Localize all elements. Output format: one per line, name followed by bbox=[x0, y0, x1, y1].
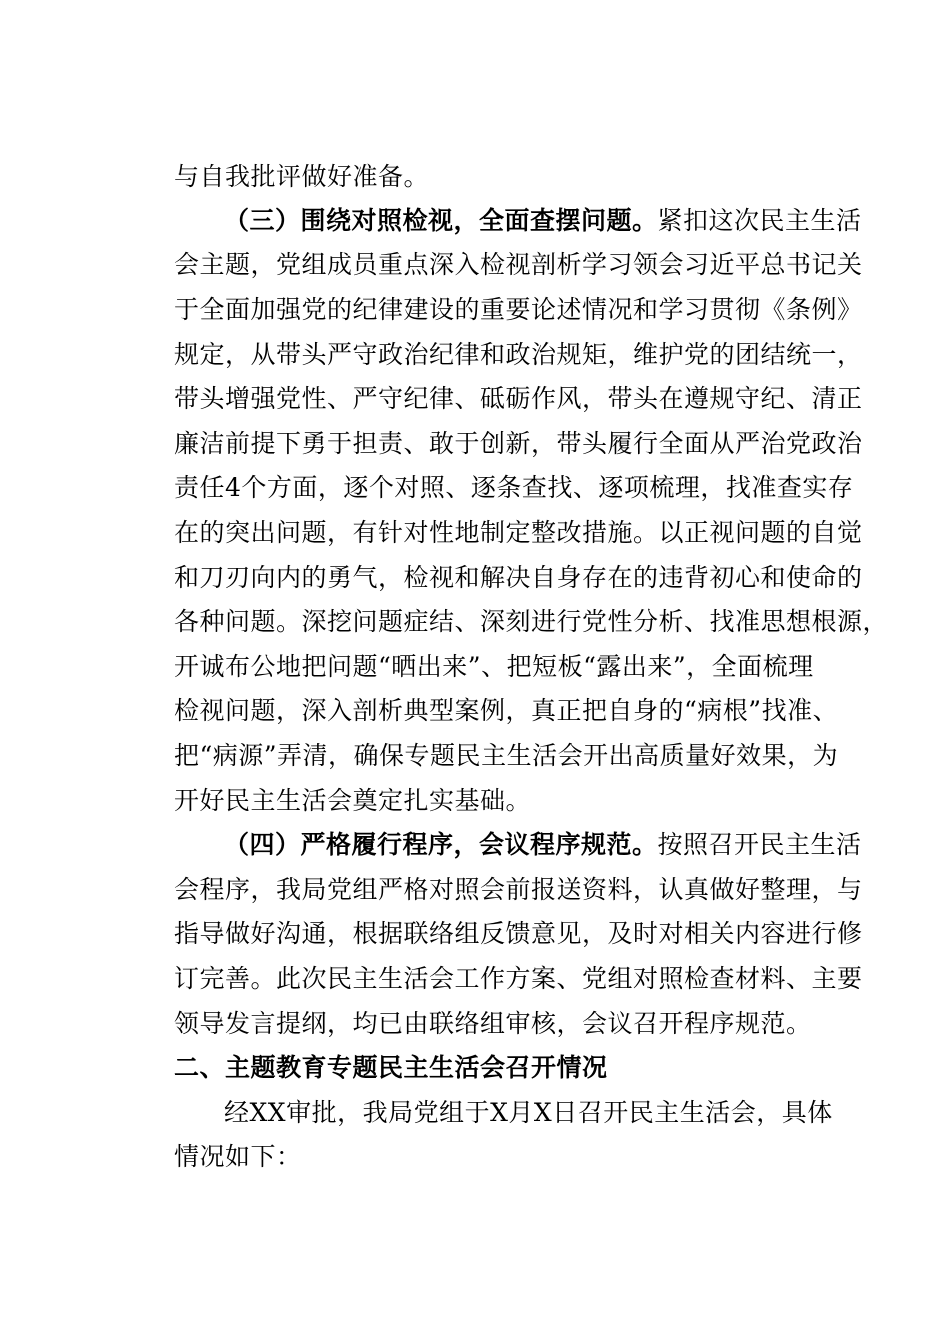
paragraph-line: 情况如下： bbox=[174, 1142, 302, 1171]
paragraph-text: 紧扣这次民主生活 bbox=[657, 206, 862, 235]
paragraph-line: 开好民主生活会奠定扎实基础。 bbox=[174, 786, 532, 815]
section-heading-2: 二、主题教育专题民主生活会召开情况 bbox=[174, 1053, 608, 1082]
paragraph-line: 在的突出问题，有针对性地制定整改措施。以正视问题的自觉 bbox=[174, 518, 863, 547]
section-heading-4: （四）严格履行程序，会议程序规范。 bbox=[224, 830, 658, 859]
paragraph-line: 会主题，党组成员重点深入检视剖析学习领会习近平总书记关 bbox=[174, 250, 863, 279]
paragraph-line: 领导发言提纲，均已由联络组审核，会议召开程序规范。 bbox=[174, 1009, 812, 1038]
paragraph-line: 规定，从带头严守政治纪律和政治规矩，维护党的团结统一， bbox=[174, 340, 863, 369]
paragraph-line: 带头增强党性、严守纪律、砥砺作风，带头在遵规守纪、清正 bbox=[174, 384, 863, 413]
paragraph-line: 各种问题。深挖问题症结、深刻进行党性分析、找准思想根源， bbox=[174, 607, 889, 636]
paragraph-line: 责任4个方面，逐个对照、逐条查找、逐项梳理，找准查实存 bbox=[174, 473, 854, 502]
paragraph-line: 廉洁前提下勇于担责、敢于创新，带头履行全面从严治党政治 bbox=[174, 429, 863, 458]
paragraph-line: 检视问题，深入剖析典型案例，真正把自身的“病根”找准、 bbox=[174, 696, 839, 725]
paragraph-line: 开诚布公地把问题“晒出来”、把短板“露出来”，全面梳理 bbox=[174, 652, 814, 681]
section-heading-3: （三）围绕对照检视，全面查摆问题。 bbox=[224, 206, 658, 235]
paragraph-line: 于全面加强党的纪律建设的重要论述情况和学习贯彻《条例》 bbox=[174, 295, 863, 324]
paragraph-line: 与自我批评做好准备。 bbox=[174, 162, 430, 191]
paragraph-first-line bbox=[224, 204, 862, 238]
paragraph-line: 和刀刃向内的勇气，检视和解决自身存在的违背初心和使命的 bbox=[174, 563, 863, 592]
paragraph-line: 订完善。此次民主生活会工作方案、党组对照检查材料、主要 bbox=[174, 964, 863, 993]
paragraph-first-line bbox=[224, 828, 862, 862]
paragraph-line: 把“病源”弄清，确保专题民主生活会开出高质量好效果，为 bbox=[174, 741, 839, 770]
paragraph-first-line: 经XX审批，我局党组于X月X日召开民主生活会，具体 bbox=[224, 1098, 833, 1127]
paragraph-line: 会程序，我局党组严格对照会前报送资料，认真做好整理，与 bbox=[174, 875, 863, 904]
paragraph-line: 指导做好沟通，根据联络组反馈意见，及时对相关内容进行修 bbox=[174, 919, 863, 948]
paragraph-text: 按照召开民主生活 bbox=[657, 830, 862, 859]
